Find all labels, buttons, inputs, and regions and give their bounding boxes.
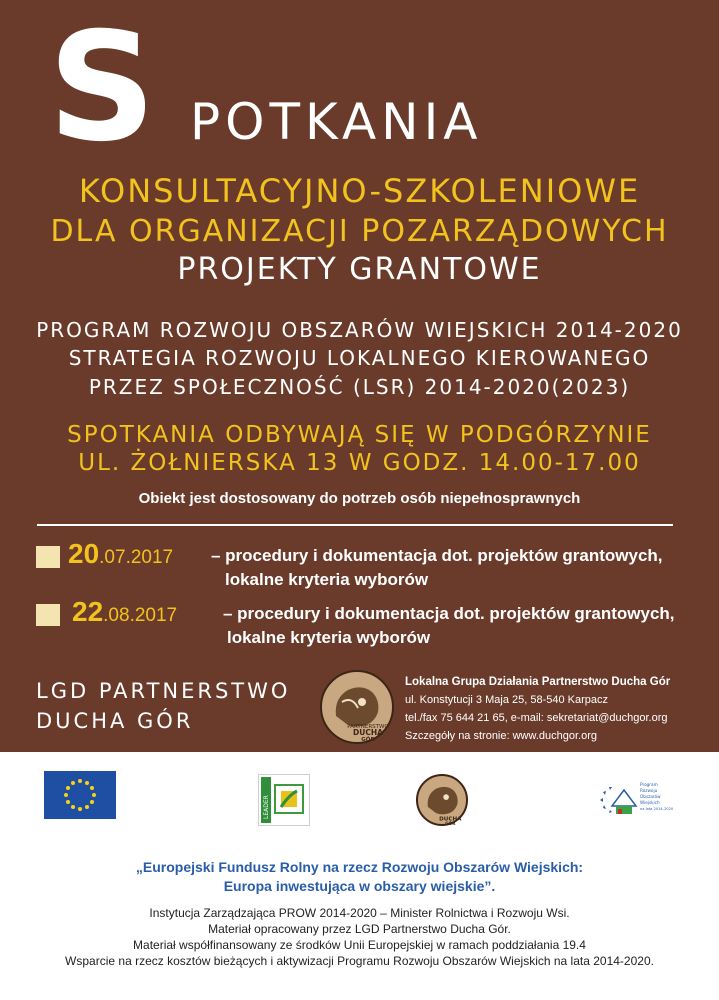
leader-label: LEADER [263,795,270,819]
leader-logo-icon [258,774,310,826]
program-line-3: PRZEZ SPOŁECZNOŚĆ (LSR) 2014-2020(2023) [88,375,631,399]
prow-label: Program [640,782,658,787]
eu-flag-icon [44,771,116,819]
sponsor-logos [0,752,719,842]
contact-heading: Lokalna Grupa Działania Partnerstwo Ducha Gór [405,676,671,688]
event-day: 20 [68,538,100,569]
lgd-name [36,676,290,736]
footer-quote [0,858,719,896]
subtitle-line-2: DLA ORGANIZACJI POZARZĄDOWYCH [50,214,669,249]
event-description-line-1: – procedury i dokumentacja dot. projektów grantowych, [211,546,663,565]
logo-text: PARTNERSTWO [347,724,389,730]
meeting-address-time: UL. ŻOŁNIERSKA 13 W GODZ. 14.00-17.00 [78,450,641,476]
footer-line-3: Materiał współfinansowany ze środków Unii Europejskiej w ramach poddziałania 19.4 [133,938,586,952]
ducha-gor-logo-small [416,774,468,826]
event-date [68,538,173,570]
prow-label: Obszarów [640,794,661,799]
footer-quote-line-2: Europa inwestująca w obszary wiejskie”. [223,878,496,894]
event-date [72,596,177,628]
program-line-1: PROGRAM ROZWOJU OBSZARÓW WIEJSKICH 2014-2020 [36,318,683,342]
ducha-gor-logo [320,670,394,744]
lgd-name-line-1: LGD PARTNERSTWO [36,679,291,703]
event-month-year: .08.2017 [103,605,178,626]
contact-website[interactable]: Szczegóły na stronie: www.duchgor.org [405,730,597,742]
bullet-square-icon [36,546,60,568]
lgd-name-line-2: DUCHA GÓR [36,709,194,733]
title-initial: S [48,1,157,175]
event-item [36,596,696,656]
footer-line-1: Instytucja Zarządzająca PROW 2014-2020 – Minister Rolnictwa i Rozwoju Wsi. [149,906,570,920]
footer-line-2: Materiał opracowany przez LGD Partnerstwo Ducha Gór. [208,922,511,936]
contact-address: ul. Konstytucji 3 Maja 25, 58-540 Karpacz [405,694,609,706]
bullet-square-icon [36,604,60,626]
contact-phone-email[interactable]: tel./fax 75 644 21 65, e-mail: sekretariat@duchgor.org [405,712,668,724]
subtitle-line-1: KONSULTACYJNO-SZKOLENIOWE [78,172,641,210]
title-rest: POTKANIA [190,93,483,151]
logo-text: GÓR [361,737,375,743]
event-month-year: .07.2017 [99,547,174,568]
subtitle-line-3: PROJEKTY GRANTOWE [177,252,542,287]
prow-label: Rozwoju [640,788,658,793]
prow-logo-icon [594,776,674,824]
event-description-line-2: lokalne kryteria wyborów [225,570,429,589]
prow-label: na lata 2014-2020 [640,807,674,811]
accessibility-note: Obiekt jest dostosowany do potrzeb osób niepełnosprawnych [138,490,581,507]
footer-quote-line-1: „Europejski Fundusz Rolny na rzecz Rozwoju Obszarów Wiejskich: [135,859,584,875]
footer-text [0,905,719,969]
meeting-location: SPOTKANIA ODBYWAJĄ SIĘ W PODGÓRZYNIE [67,422,652,448]
event-description-line-1: – procedury i dokumentacja dot. projektów grantowych, [223,604,675,623]
program-line-2: STRATEGIA ROZWOJU LOKALNEGO KIEROWANEGO [68,346,651,370]
logo-text: GÓR [445,821,456,827]
footer-line-4: Wsparcie na rzecz kosztów bieżących i aktywizacji Programu Rozwoju Obszarów Wiejskich na lata 2014-2020. [65,954,654,968]
logo-text: DUCHA [353,728,383,737]
logo-text: DUCHA [439,816,462,823]
prow-label: Wiejskich [640,800,660,805]
contact-block [405,673,670,745]
poster-title [0,1,719,175]
event-item [36,538,696,598]
event-description-line-2: lokalne kryteria wyborów [227,628,431,647]
divider [37,524,673,526]
event-day: 22 [72,596,104,627]
